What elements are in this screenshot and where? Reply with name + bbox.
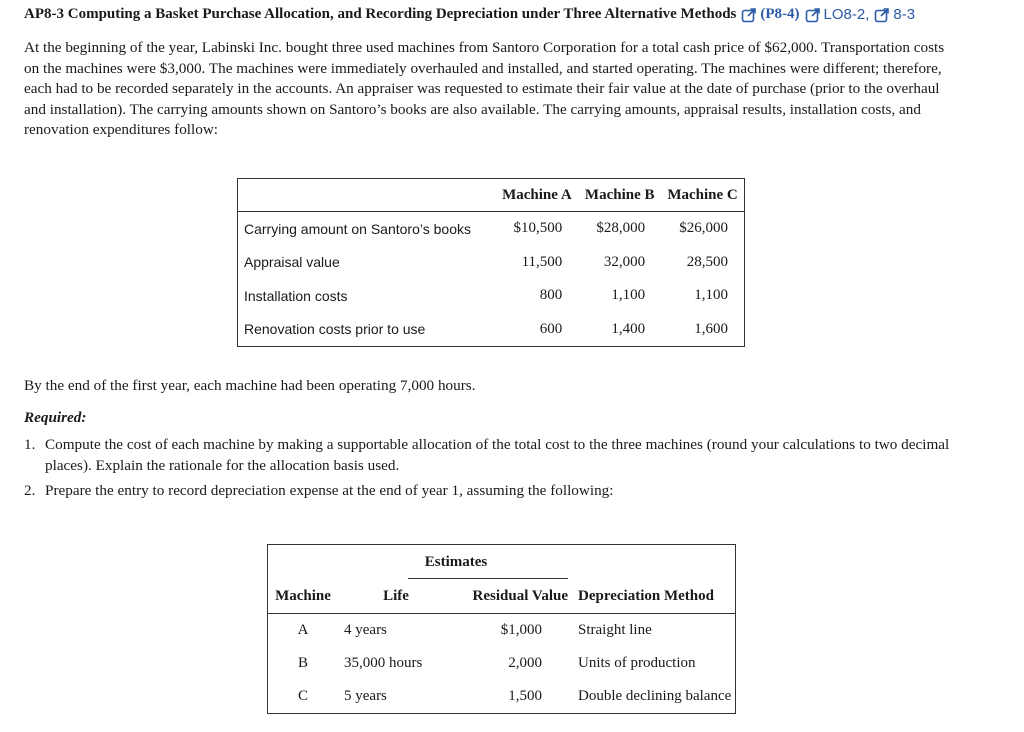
requirements-list: [24, 434, 964, 505]
table-row: [268, 614, 736, 648]
table-row: [268, 680, 736, 714]
external-link-icon[interactable]: [741, 7, 757, 23]
cell-machine: B: [297, 655, 308, 671]
table-header-row: [238, 179, 745, 212]
cell-method: Units of production: [578, 655, 696, 671]
cell-value: 32,000: [603, 253, 646, 270]
cell-value: 1,400: [611, 320, 646, 337]
cell-value: $10,500: [513, 220, 563, 237]
estimates-label: Estimates: [424, 553, 488, 570]
operating-hours-text: By the end of the first year, each machine had been operating 7,000 hours.: [24, 377, 476, 394]
problem-title: [24, 6, 915, 23]
cell-value: 1,100: [694, 287, 728, 304]
lo8-3-link[interactable]: 8-3: [893, 6, 916, 23]
table-row: [268, 647, 736, 680]
table-row: [238, 279, 745, 313]
col-machine: Machine: [268, 579, 339, 614]
cell-value: 1,100: [611, 287, 646, 304]
item-number: 2.: [24, 482, 36, 499]
table-row: [238, 212, 745, 246]
col-machine-a: Machine A: [495, 179, 578, 212]
item-text: Compute the cost of each machine by making a supportable allocation of the total cost to the three machines (round your calculations to two decimal places). Explain the rationale for the allocation basis used.: [45, 436, 950, 474]
col-life: Life: [338, 579, 448, 614]
cell-residual: 1,500: [508, 688, 542, 704]
cell-value: 1,600: [694, 320, 728, 337]
group-header-row: [268, 545, 736, 580]
table-row: [238, 313, 745, 347]
external-link-icon[interactable]: [805, 7, 821, 23]
cell-value: $28,000: [596, 220, 646, 237]
estimates-table: [267, 544, 736, 714]
cell-method: Straight line: [578, 622, 652, 638]
cell-life: 35,000 hours: [344, 655, 423, 671]
list-item: [24, 434, 964, 476]
row-label: Renovation costs prior to use: [244, 321, 426, 338]
group-underline: [408, 578, 568, 579]
required-heading: Required:: [24, 409, 87, 426]
problem-title-text: Computing a Basket Purchase Allocation, and Recording Depreciation under Three Alternative Methods: [67, 6, 737, 22]
cell-machine: C: [297, 688, 308, 704]
cell-residual: $1,000: [500, 622, 542, 638]
col-machine-b: Machine B: [578, 179, 661, 212]
cell-life: 4 years: [344, 622, 387, 638]
item-text: Prepare the entry to record depreciation expense at the end of year 1, assuming the following:: [45, 482, 614, 499]
cell-method: Double declining balance: [578, 688, 732, 704]
row-label: Appraisal value: [244, 254, 340, 271]
row-label: Installation costs: [244, 287, 348, 304]
empty-header: [268, 545, 339, 580]
col-machine-c: Machine C: [661, 179, 744, 212]
col-residual-value: Residual Value: [448, 579, 574, 614]
row-label: Carrying amount on Santoro’s books: [244, 220, 471, 237]
col-depreciation-method: Depreciation Method: [574, 579, 736, 614]
table-row: [238, 246, 745, 280]
cell-value: 28,500: [686, 253, 728, 270]
cell-residual: 2,000: [508, 655, 542, 671]
list-item: [24, 480, 964, 501]
cell-life: 5 years: [344, 688, 387, 704]
external-link-icon[interactable]: [874, 7, 890, 23]
cell-value: 800: [539, 287, 563, 304]
cell-value: 600: [539, 320, 563, 337]
cell-value: 11,500: [521, 253, 563, 270]
intro-paragraph: At the beginning of the year, Labinski Inc. bought three used machines from Santoro Corporation for a total cash price of $62,000. Transportation costs on the machines were $3,000. The machines were immediately overhauled and installed, and started operating. The machines were different; therefore, each had to be recorded separately in the accounts. An appraiser was requested to estimate their fair value at the date of purchase (prior to the overhaul and installation). The carrying amounts shown on Santoro’s books are also available. The carrying amounts, appraisal results, installation costs, and renovation expenditures follow:: [24, 39, 945, 139]
machine-cost-table: [237, 178, 745, 347]
table-header-row: [268, 579, 736, 614]
empty-header: [238, 179, 496, 212]
cell-machine: A: [297, 622, 309, 638]
problem-code: AP8-3: [24, 6, 64, 22]
estimates-group-header: [338, 545, 574, 580]
lo8-2-link[interactable]: LO8-2,: [823, 6, 870, 23]
cell-value: $26,000: [679, 220, 728, 237]
item-number: 1.: [24, 436, 36, 453]
ref-p8-4-link[interactable]: (P8-4): [760, 6, 800, 22]
empty-header: [574, 545, 736, 580]
